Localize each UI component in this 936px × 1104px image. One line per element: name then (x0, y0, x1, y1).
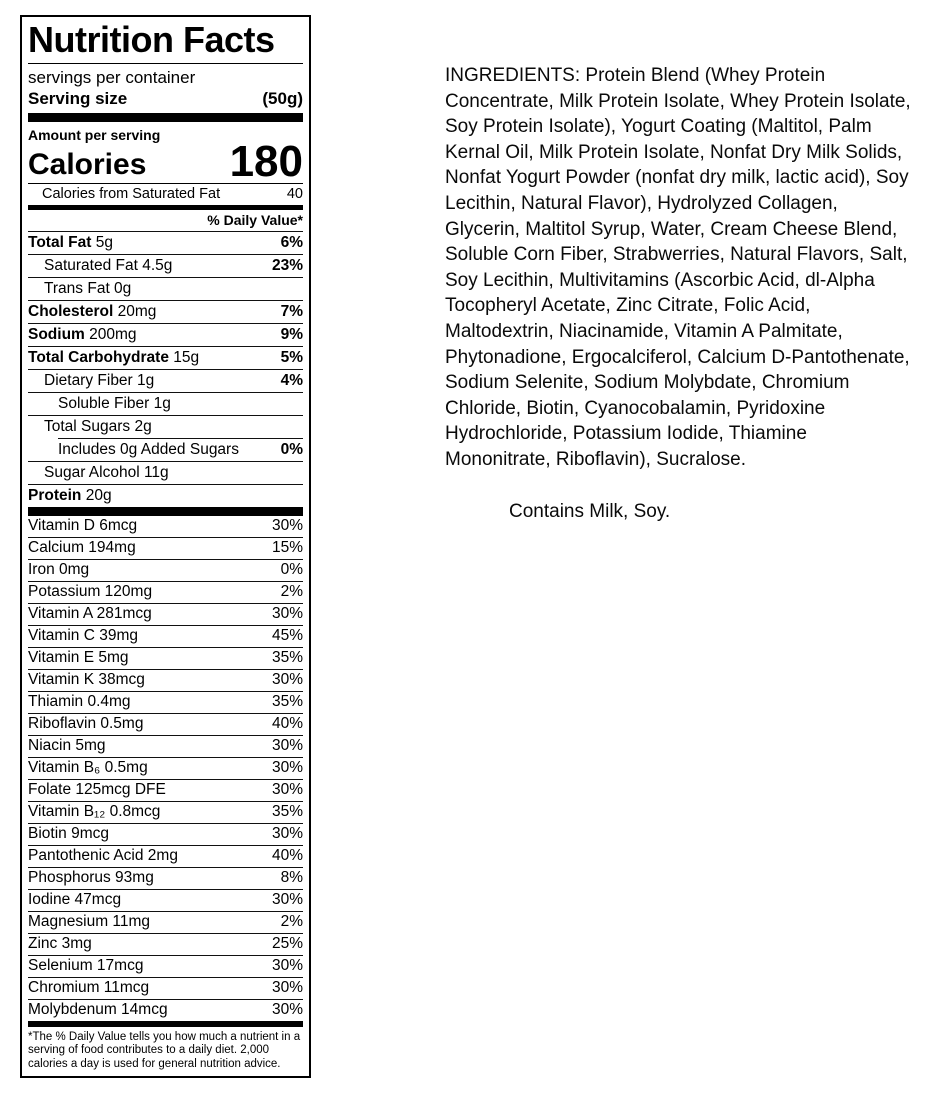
daily-value-percent: 2% (280, 583, 303, 601)
nutrient-name-amount: Vitamin E 5mg (28, 649, 129, 667)
nutrient-name-amount: Sodium 200mg (28, 325, 137, 343)
ingredients-text: INGREDIENTS: Protein Blend (Whey Protein Concentrate, Milk Protein Isolate, Whey Protein Isolate, Soy Protein Isolate), Yogurt Coating (Maltitol, Palm Kernal Oil, Milk Protein Isolate, Nonfat Dry Milk Solids, Nonfat Yogurt Powder (nonfat dry milk, lactic acid), Soy Lecithin, Natural Flavor), Hydrolyzed Collagen, Glycerin, Maltitol Syrup, Water, Cream Cheese Blend, Soluble Corn Fiber, Strabwerries, Natural Flavors, Salt, Soy Lecithin, Multivitamins (Ascorbic Acid, dl-Alpha Tocopheryl Acetate, Zinc Citrate, Folic Acid, Maltodextrin, Niacinamide, Vitamin A Palmitate, Phytonadione, Ergocalciferol, Calcium D-Pantothenate, Sodium Selenite, Sodium Molybdate, Chromium Chloride, Biotin, Cyanocobalamin, Pyridoxine Hydrochloride, Potassium Iodide, Thiamine Mononitrate, Riboflavin), Sucralose. (445, 65, 911, 470)
nutrient-name: Cholesterol (28, 302, 114, 320)
nutrient-name-amount: Total Fat 5g (28, 233, 113, 251)
nutrient-name-amount: Protein 20g (28, 486, 112, 504)
daily-value-percent: 30% (271, 605, 303, 623)
nutrient-name-amount: Phosphorus 93mg (28, 869, 154, 887)
calories-from-sat-fat-label: Calories from Saturated Fat (42, 185, 221, 202)
separator-bar-thick (28, 113, 303, 122)
nutrient-name-amount: Trans Fat 0g (44, 279, 132, 297)
nutrient-name: Selenium (28, 957, 93, 975)
vitamin-row (28, 647, 303, 669)
nutrient-name: Magnesium (28, 913, 109, 931)
daily-value-percent: 7% (280, 302, 303, 320)
nutrient-name: Niacin (28, 737, 72, 755)
vitamin-rows (28, 516, 303, 1021)
nutrient-row (28, 392, 303, 415)
daily-value-footnote: *The % Daily Value tells you how much a nutrient in a serving of food contributes to a daily diet. 2,000 calories a day is used for general nutrition advice. (28, 1030, 301, 1070)
vitamin-row (28, 603, 303, 625)
amount-per-serving-label: Amount per serving (28, 126, 161, 143)
vitamin-row (28, 581, 303, 603)
nutrient-name: Sugar Alcohol (44, 463, 140, 481)
nutrient-name: Vitamin B₁₂ (28, 803, 106, 821)
nutrient-name: Total Fat (28, 233, 92, 251)
daily-value-percent: 23% (271, 256, 303, 274)
nutrient-row (28, 323, 303, 346)
daily-value-percent: 35% (271, 693, 303, 711)
daily-value-percent: 0% (280, 440, 303, 458)
vitamin-row (28, 845, 303, 867)
vitamin-row (28, 691, 303, 713)
vitamin-row (28, 823, 303, 845)
separator-bar-thick (28, 507, 303, 516)
vitamin-row (28, 757, 303, 779)
nutrient-name: Dietary Fiber (44, 371, 133, 389)
nutrient-name-amount: Potassium 120mg (28, 583, 153, 601)
nutrient-name: Soluble Fiber (58, 394, 150, 412)
nutrient-name-amount: Zinc 3mg (28, 935, 92, 953)
nutrient-name: Pantothenic Acid (28, 847, 144, 865)
nutrient-name-amount: Chromium 11mcg (28, 979, 150, 997)
ingredients-panel (445, 63, 913, 524)
vitamin-row (28, 955, 303, 977)
nutrient-name: Vitamin E (28, 649, 95, 667)
nutrient-name: Potassium (28, 583, 101, 601)
nutrient-name-amount: Total Carbohydrate 15g (28, 348, 200, 366)
nutrient-row (28, 484, 303, 507)
nutrient-name-amount: Iron 0mg (28, 561, 90, 579)
nutrient-name: Total Carbohydrate (28, 348, 169, 366)
nutrient-name: Zinc (28, 935, 58, 953)
daily-value-percent: 45% (271, 627, 303, 645)
vitamin-row (28, 713, 303, 735)
nutrient-name: Vitamin B₆ (28, 759, 101, 777)
daily-value-percent: 40% (271, 715, 303, 733)
daily-value-percent: 30% (271, 957, 303, 975)
nutrient-row (58, 438, 303, 461)
nutrient-name-amount: Total Sugars 2g (44, 417, 152, 435)
nutrient-name-amount: Vitamin B₁₂ 0.8mcg (28, 803, 161, 821)
nutrient-name: Includes 0g Added Sugars (58, 440, 239, 458)
vitamin-row (28, 867, 303, 889)
nutrient-name: Iron (28, 561, 55, 579)
daily-value-percent: 35% (271, 803, 303, 821)
nutrient-name: Folate (28, 781, 72, 799)
nutrient-name: Iodine (28, 891, 71, 909)
daily-value-percent: 15% (271, 539, 303, 557)
daily-value-percent: 30% (271, 891, 303, 909)
nutrient-name-amount: Biotin 9mcg (28, 825, 109, 843)
nutrient-name: Sodium (28, 325, 85, 343)
daily-value-percent: 30% (271, 825, 303, 843)
servings-per-container: servings per container (28, 67, 196, 87)
nutrient-row (28, 277, 303, 300)
daily-value-percent: 30% (271, 759, 303, 777)
nutrient-name-amount: Sugar Alcohol 11g (44, 463, 169, 481)
nutrient-name: Biotin (28, 825, 67, 843)
nutrient-name: Vitamin D (28, 517, 95, 535)
nutrient-name: Protein (28, 486, 82, 504)
calories-label: Calories (28, 148, 147, 182)
serving-size-value: (50g) (262, 88, 303, 108)
nutrient-name-amount: Calcium 194mg (28, 539, 136, 557)
daily-value-header: % Daily Value* (207, 212, 303, 229)
nutrient-name-amount: Vitamin C 39mg (28, 627, 138, 645)
daily-value-percent: 5% (280, 348, 303, 366)
nutrition-facts-label (20, 15, 311, 1078)
nutrient-name: Total Sugars (44, 417, 131, 435)
nutrient-row (28, 369, 303, 392)
daily-value-percent: 30% (271, 517, 303, 535)
nutrient-name-amount: Niacin 5mg (28, 737, 106, 755)
nutrient-name: Chromium (28, 979, 100, 997)
nutrient-name-amount: Pantothenic Acid 2mg (28, 847, 178, 865)
vitamin-row (28, 911, 303, 933)
nutrient-name: Vitamin A (28, 605, 93, 623)
daily-value-percent: 6% (280, 233, 303, 251)
nutrient-name-amount: Riboflavin 0.5mg (28, 715, 144, 733)
daily-value-percent: 30% (271, 1001, 303, 1019)
calories-from-sat-fat-row (28, 183, 303, 205)
calories-from-sat-fat-value: 40 (286, 185, 303, 202)
nutrient-name: Vitamin C (28, 627, 95, 645)
daily-value-percent: 30% (271, 671, 303, 689)
vitamin-row (28, 537, 303, 559)
nutrient-name-amount: Vitamin K 38mcg (28, 671, 145, 689)
label-title: Nutrition Facts (28, 21, 303, 64)
vitamin-row (28, 999, 303, 1021)
nutrient-row (28, 231, 303, 254)
daily-value-percent: 25% (271, 935, 303, 953)
daily-value-percent: 4% (280, 371, 303, 389)
vitamin-row (28, 977, 303, 999)
nutrient-name-amount: Saturated Fat 4.5g (44, 256, 173, 274)
nutrient-name-amount: Selenium 17mcg (28, 957, 144, 975)
nutrient-name-amount: Molybdenum 14mcg (28, 1001, 168, 1019)
nutrient-rows (28, 231, 303, 507)
vitamin-row (28, 669, 303, 691)
vitamin-row (28, 559, 303, 581)
calories-row (28, 136, 303, 186)
nutrient-name: Thiamin (28, 693, 84, 711)
daily-value-percent: 9% (280, 325, 303, 343)
nutrient-name: Riboflavin (28, 715, 97, 733)
nutrient-name-amount: Thiamin 0.4mg (28, 693, 131, 711)
vitamin-row (28, 735, 303, 757)
daily-value-percent: 2% (280, 913, 303, 931)
nutrient-row (28, 346, 303, 369)
vitamin-row (28, 516, 303, 537)
daily-value-percent: 30% (271, 781, 303, 799)
serving-size-row (28, 88, 303, 113)
daily-value-percent: 35% (271, 649, 303, 667)
nutrient-name-amount: Vitamin D 6mcg (28, 517, 138, 535)
nutrient-name-amount: Iodine 47mcg (28, 891, 122, 909)
nutrient-name-amount: Cholesterol 20mg (28, 302, 157, 320)
daily-value-percent: 40% (271, 847, 303, 865)
nutrient-name-amount (58, 442, 239, 458)
nutrient-name: Saturated Fat (44, 256, 138, 274)
nutrient-name: Phosphorus (28, 869, 111, 887)
serving-size-label: Serving size (28, 88, 128, 108)
daily-value-percent: 0% (280, 561, 303, 579)
nutrient-name: Calcium (28, 539, 84, 557)
nutrient-name: Molybdenum (28, 1001, 117, 1019)
nutrient-name: Trans Fat (44, 279, 110, 297)
vitamin-row (28, 779, 303, 801)
nutrient-name-amount: Vitamin A 281mcg (28, 605, 152, 623)
nutrient-row (28, 415, 303, 438)
nutrient-name-amount: Dietary Fiber 1g (44, 371, 155, 389)
daily-value-percent: 30% (271, 979, 303, 997)
vitamin-row (28, 801, 303, 823)
nutrient-name-amount: Folate 125mcg DFE (28, 781, 166, 799)
vitamin-row (28, 933, 303, 955)
daily-value-percent: 8% (280, 869, 303, 887)
nutrient-name-amount: Soluble Fiber 1g (58, 394, 171, 412)
daily-value-percent: 30% (271, 737, 303, 755)
nutrient-name-amount: Vitamin B₆ 0.5mg (28, 759, 148, 777)
vitamin-row (28, 889, 303, 911)
nutrient-row (28, 300, 303, 323)
contains-statement: Contains Milk, Soy. (509, 500, 671, 522)
nutrient-row (28, 254, 303, 277)
nutrient-row (28, 461, 303, 484)
nutrient-name: Vitamin K (28, 671, 95, 689)
nutrient-name-amount: Magnesium 11mg (28, 913, 151, 931)
calories-value: 180 (229, 136, 303, 186)
vitamin-row (28, 625, 303, 647)
